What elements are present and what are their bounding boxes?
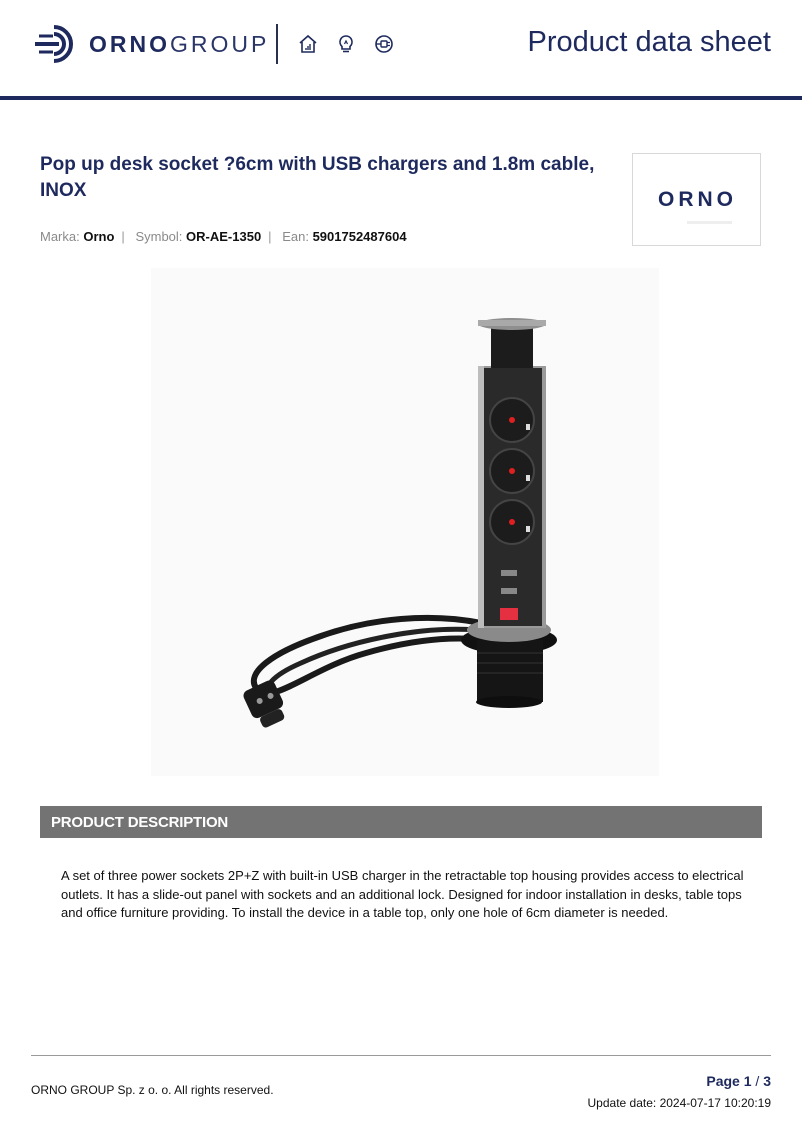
header-divider [276, 24, 278, 64]
page-label: Page [706, 1073, 740, 1089]
orno-logo-icon [33, 24, 75, 64]
symbol-label: Symbol: [135, 229, 183, 244]
brand-logo-underline [687, 221, 732, 224]
ean-value: 5901752487604 [312, 229, 407, 244]
product-meta: Marka: Orno | Symbol: OR-AE-1350 | Ean: 5901752487604 [40, 229, 407, 244]
symbol-value: OR-AE-1350 [186, 229, 262, 244]
lightbulb-icon [335, 33, 357, 55]
brand-value: Orno [83, 229, 115, 244]
ean-label: Ean: [282, 229, 309, 244]
product-title: Pop up desk socket ?6cm with USB chargers and 1.8m cable, INOX [40, 154, 595, 201]
section-heading-bar [40, 806, 762, 838]
page-number [706, 1073, 771, 1089]
page-current: 1 [743, 1073, 752, 1089]
header-rule [0, 96, 802, 100]
update-date: Update date: 2024-07-17 10:20:19 [587, 1096, 771, 1110]
product-description: A set of three power sockets 2P+Z with built-in USB charger in the retractable top housing provides access to electrical outlets. It has a slide-out panel with sockets and an additional lock. Designed for indoor installation in desks, table tops and office furniture providing. To install the device in a table top, only one hole of 6cm diameter is needed. [61, 868, 744, 920]
document-title: Product data sheet [527, 26, 771, 58]
brand-logo-box [632, 153, 761, 246]
page-header [0, 0, 802, 100]
footer-rule [31, 1055, 771, 1056]
product-image [151, 268, 659, 776]
brand-label: Marka: [40, 229, 80, 244]
smart-home-icon [297, 33, 319, 55]
page-total: 3 [763, 1073, 771, 1089]
copyright-text: ORNO GROUP Sp. z o. o. All rights reserved. [31, 1083, 274, 1097]
section-heading: PRODUCT DESCRIPTION [51, 814, 229, 831]
page-separator: / [755, 1073, 760, 1089]
brand-logo-text: ORNO [658, 188, 737, 211]
plug-circle-icon [373, 33, 395, 55]
brand-name: ORNOGROUP [89, 31, 270, 57]
